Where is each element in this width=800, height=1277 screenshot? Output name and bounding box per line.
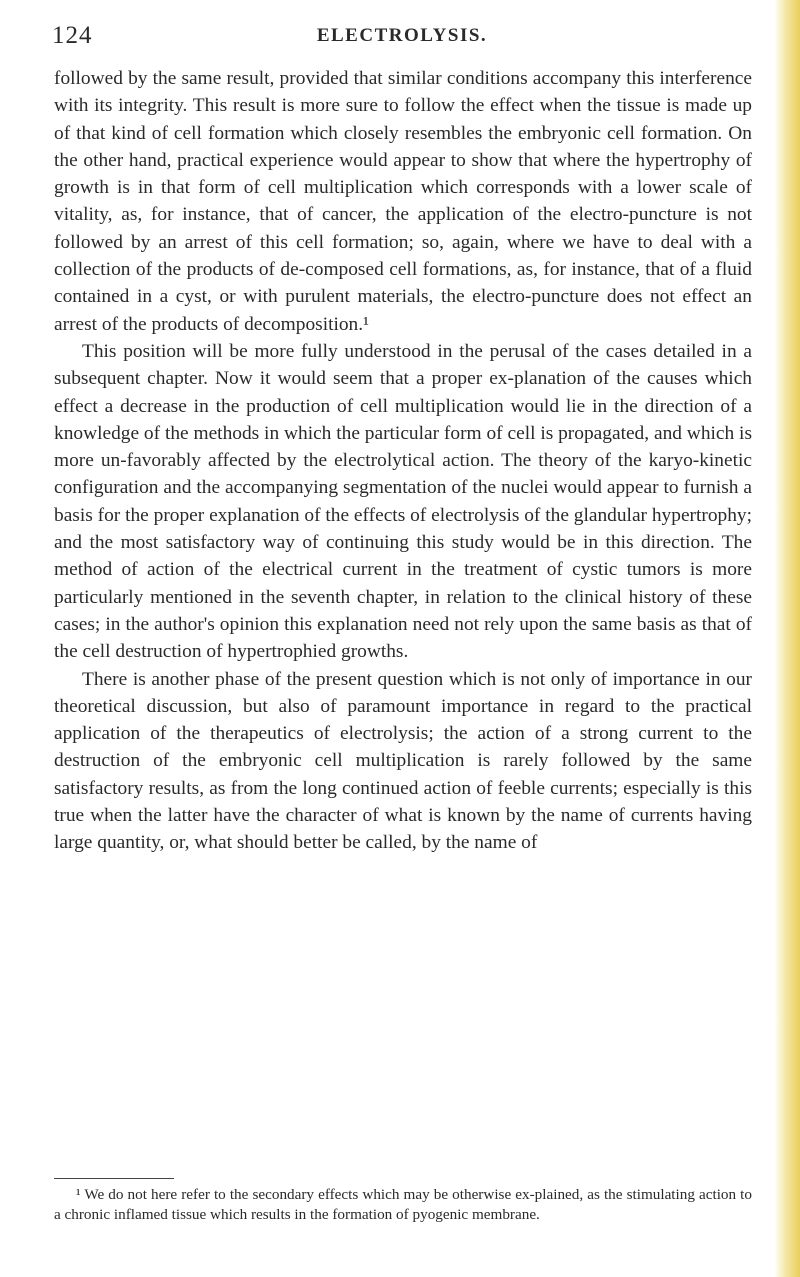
- footnote: ¹ We do not here refer to the secondary effects which may be otherwise ex-plained, as the stimulating action to a chronic inflamed tissue which results in the formation of pyogenic membrane.: [54, 1186, 752, 1223]
- page-header: [52, 22, 752, 52]
- body-text: [54, 65, 752, 857]
- page-number: 124: [52, 22, 93, 49]
- footnotes: [54, 1185, 752, 1225]
- page-edge-shadow: [774, 0, 800, 1277]
- paragraph: This position will be more fully understood in the perusal of the cases detailed in a subsequent chapter. Now it would seem that a proper ex-planation of the causes which effect a decrease in the production of cell multiplication would lie in the direction of a knowledge of the methods in which the particular form of cell is propagated, and which is more un-favorably affected by the electrolytical action. The theory of the karyo-kinetic configuration and the accompanying segmentation of the nuclei would appear to furnish a basis for the proper explanation of the effects of electrolysis of the glandular hypertrophy; and the most satisfactory way of continuing this study would be in this direction. The method of action of the electrical current in the treatment of cystic tumors is more particularly mentioned in the seventh chapter, in relation to the clinical history of these cases; in the author's opinion this explanation need not rely upon the same basis as that of the cell destruction of hypertrophied growths.: [54, 340, 753, 663]
- footnote-divider: [54, 1178, 174, 1179]
- running-head: ELECTROLYSIS.: [316, 25, 488, 46]
- paragraph: There is another phase of the present question which is not only of importance in our theoretical discussion, but also of paramount importance in regard to the practical application of the therapeutics of electrolysis; the action of a strong current to the destruction of the embryonic cell multiplication is rarely followed by the same satisfactory results, as from the long continued action of feeble currents; especially is this true when the latter have the character of what is known by the name of currents having large quantity, or, what should better be called, by the name of: [54, 668, 752, 854]
- paragraph-continued: followed by the same result, provided that similar conditions accompany this interference with its integrity. This result is more sure to follow the effect when the tissue is made up of that kind of cell formation which closely resembles the embryonic cell formation. On the other hand, practical experience would appear to show that where the hypertrophy of growth is in that form of cell multiplication which corresponds with a lower scale of vitality, as, for instance, that of cancer, the application of the electro-puncture is not followed by an arrest of this cell formation; so, again, where we have to deal with a collection of the products of de-composed cell formations, as, for instance, that of a fluid contained in a cyst, or with purulent materials, the electro-puncture does not effect an arrest of the products of decomposition.¹: [54, 68, 752, 335]
